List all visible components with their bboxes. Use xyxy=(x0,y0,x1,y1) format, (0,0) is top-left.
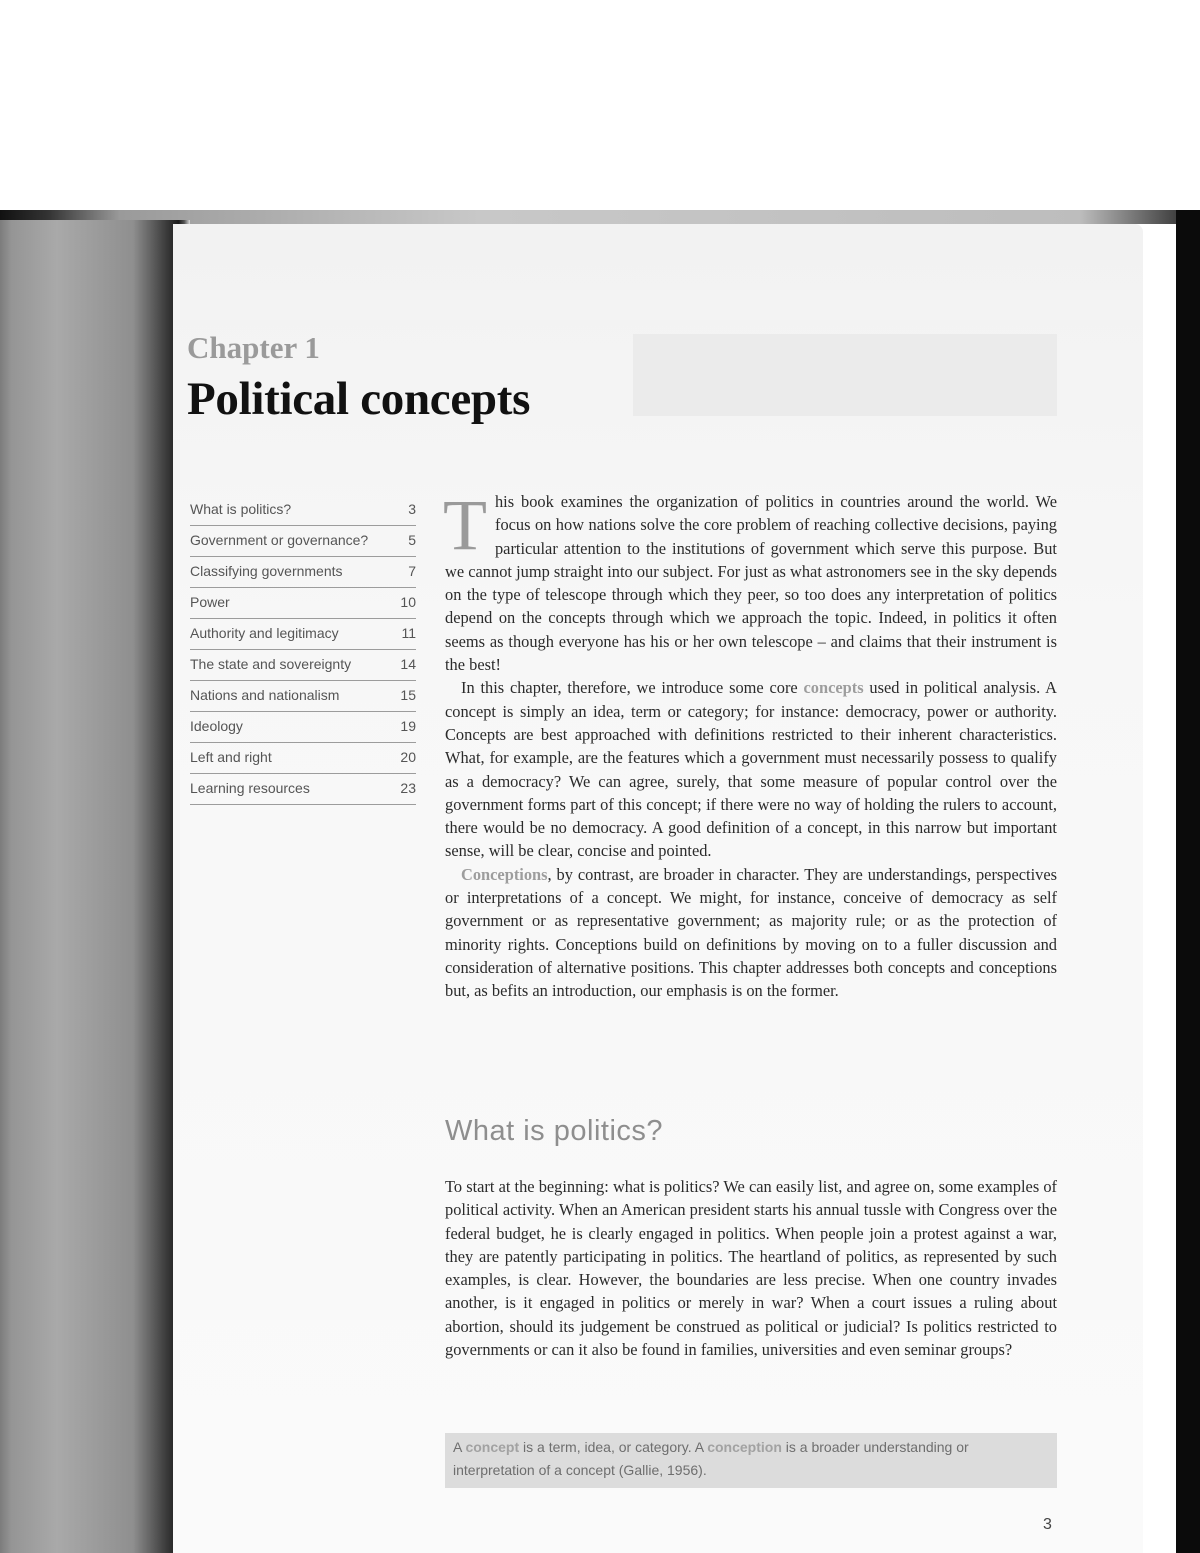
toc-entry xyxy=(190,774,416,805)
toc-entry xyxy=(190,712,416,743)
definition-box xyxy=(445,1433,1057,1488)
keyword-concepts: concepts xyxy=(803,678,864,698)
toc-label: Authority and legitimacy xyxy=(190,625,339,641)
definition-keyword-conception: conception xyxy=(707,1439,782,1455)
drop-cap: T xyxy=(443,485,487,565)
chapter-contents xyxy=(190,495,416,805)
toc-entry xyxy=(190,619,416,650)
toc-label: Government or governance? xyxy=(190,532,369,548)
show-through-box xyxy=(633,334,1057,416)
definition-text: is a broader understanding or interpretation of a concept (Gallie, 1956). xyxy=(453,1439,969,1478)
chapter-label: Chapter 1 xyxy=(187,330,320,365)
toc-entry xyxy=(190,650,416,681)
intro-paragraph-1-text: his book examines the organization of politics in countries around the world. We focus on how nations solve the core problem of reaching collective decisions, paying particular attention to the institutions of government which serve this purpose. But we cannot jump straight into our subject. For just as what astronomers see in the sky depends on the type of telescope through which they peer, so too does any interpretation of politics depend on the concepts through which we approach the topic. Indeed, in politics it often seems as though everyone has his or her own telescope – and claims that their instrument is the best! xyxy=(445,492,1057,675)
definition-text: is a term, idea, or category. A xyxy=(519,1439,708,1455)
facing-page-shadow xyxy=(0,220,190,1553)
toc-label: Learning resources xyxy=(190,780,310,796)
toc-label: Classifying governments xyxy=(190,563,343,579)
toc-label: Left and right xyxy=(190,749,272,765)
toc-page: 19 xyxy=(400,718,416,734)
definition-text: A xyxy=(453,1439,466,1455)
page-number: 3 xyxy=(1043,1516,1052,1533)
intro-paragraph-3-text: , by contrast, are broader in character. They are understandings, perspectives or interpretations of a concept. We might, for instance, conceive of democracy as self government or as representative government; as majority rule; or as the protection of minority rights. Conceptions build on definitions by moving on to a fuller discussion and consideration of alternative positions. This chapter addresses both concepts and conceptions but, as befits an introduction, our emphasis is on the former. xyxy=(445,864,1057,1001)
toc-label: Nations and nationalism xyxy=(190,687,340,703)
toc-page: 15 xyxy=(400,687,416,703)
toc-page: 10 xyxy=(400,594,416,610)
intro-paragraph-1 xyxy=(443,485,1057,676)
toc-label: The state and sovereignty xyxy=(190,656,352,672)
intro-paragraph-2-text: used in political analysis. A concept is simply an idea, term or category; for instance: democracy, power or authority. Concepts are best approached with definitions restricted to their inherent characteristics. What, for example, are the features which a government must necessarily possess to qualify as a democracy? We can agree, surely, that some measure of popular control over the government forms part of this concept; if there were no way of holding the rulers to account, there would be no democracy. A good definition of a concept, in this narrow but important sense, will be clear, concise and pointed. xyxy=(445,678,1058,861)
toc-page: 3 xyxy=(408,501,416,517)
toc-entry xyxy=(190,495,416,526)
intro-paragraph-2-lead: In this chapter, therefore, we introduce some core xyxy=(461,678,804,698)
toc-entry xyxy=(190,681,416,712)
toc-entry xyxy=(190,588,416,619)
toc-entry xyxy=(190,557,416,588)
toc-page: 7 xyxy=(408,563,416,579)
scan-right-edge xyxy=(1176,210,1200,1553)
toc-label: What is politics? xyxy=(190,501,292,517)
section-text xyxy=(445,1175,1057,1361)
intro-paragraph-2 xyxy=(445,676,1057,862)
toc-entry xyxy=(190,526,416,557)
section-heading: What is politics? xyxy=(445,1115,664,1147)
intro-paragraph-3 xyxy=(445,863,1057,1003)
toc-label: Power xyxy=(190,594,230,610)
section-paragraph: To start at the beginning: what is politics? We can easily list, and agree on, some examples of political activity. When an American president starts his annual tussle with Congress over the federal budget, he is clearly engaged in politics. When people join a protest against a war, they are patently participating in politics. The heartland of politics, as represented by such examples, is clear. However, the boundaries are less precise. When one country invades another, is it engaged in politics or merely in war? When a court issues a ruling about abortion, should its judgement be construed as political or judicial? Is politics restricted to governments or can it also be found in families, universities and even seminar groups? xyxy=(445,1177,1057,1360)
toc-label: Ideology xyxy=(190,718,243,734)
definition-keyword-concept: concept xyxy=(465,1439,520,1455)
toc-page: 11 xyxy=(401,625,416,641)
keyword-conceptions: Conceptions xyxy=(461,864,548,884)
intro-text xyxy=(443,485,1058,1003)
chapter-title: Political concepts xyxy=(187,373,531,425)
toc-page: 5 xyxy=(408,532,416,548)
toc-page: 14 xyxy=(400,656,416,672)
toc-entry xyxy=(190,743,416,774)
toc-page: 20 xyxy=(400,749,416,765)
toc-page: 23 xyxy=(400,780,416,796)
